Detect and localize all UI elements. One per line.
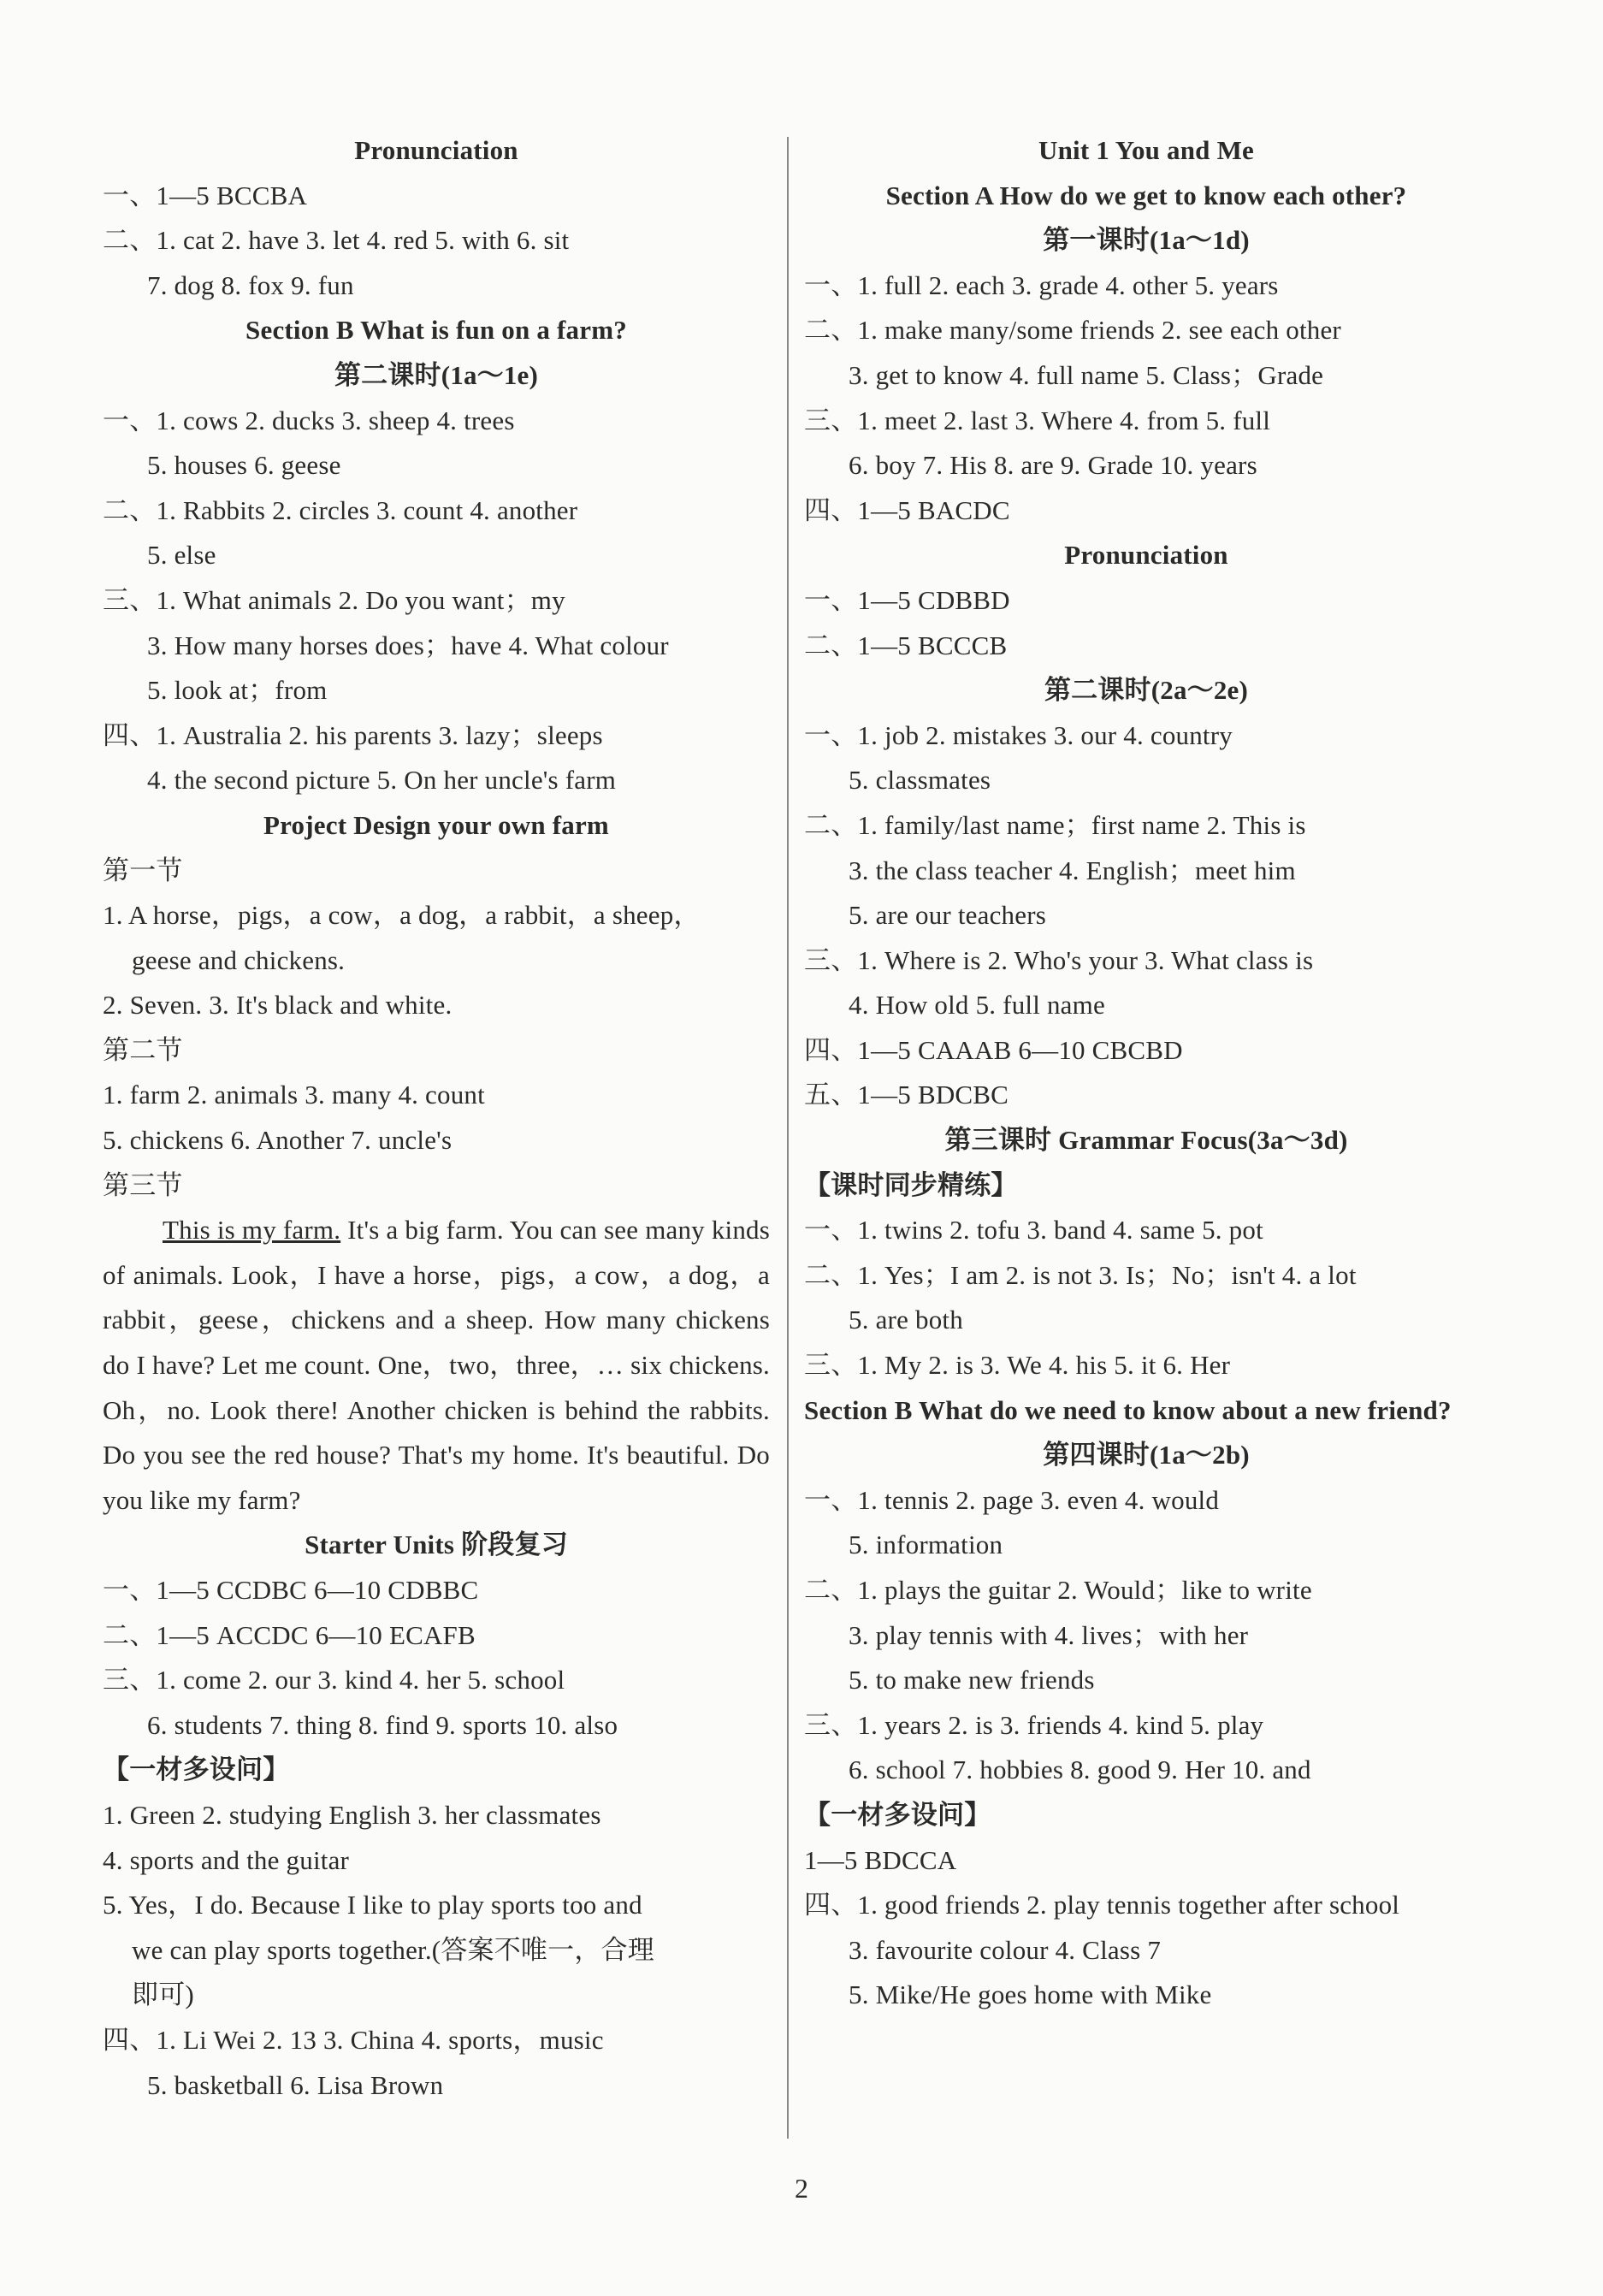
section-heading: Pronunciation xyxy=(354,135,518,165)
section-heading: Section A How do we get to know each other? xyxy=(885,180,1407,210)
answer-line: 5. Mike/He goes home with Mike xyxy=(849,1979,1212,2010)
answer-line: we can play sports together.(答案不唯一，合理 xyxy=(132,1934,654,1965)
answer-line: 二、1—5 BCCCB xyxy=(804,630,1008,660)
left-answers-part1 xyxy=(103,128,770,1208)
answer-line: 三、1. My 2. is 3. We 4. his 5. it 6. Her xyxy=(804,1350,1231,1381)
answer-line: 二、1. family/last name；first name 2. This is xyxy=(804,809,1306,840)
section-heading: 第二课时(1a～1e) xyxy=(334,359,539,390)
answer-line: 【课时同步精练】 xyxy=(804,1169,1018,1200)
essay-text: It's a big farm. You can see many kinds of animals. Look，I have a horse，pigs，a cow，a dog，a rabbit，geese，chickens and a sheep. How many chickens do I have? Let me count. One，two，three，… six chickens. Oh，no. Look there! Another chicken is behind the rabbits. Do you see the red house? That's my home. It's beautiful. Do you like my farm? xyxy=(103,1215,770,1515)
answer-line: 3. play tennis with 4. lives；with her xyxy=(849,1619,1249,1650)
answer-line: 即可) xyxy=(132,1979,194,2010)
answer-line: 一、1—5 CDBBD xyxy=(804,584,1010,615)
answer-line: 6. boy 7. His 8. are 9. Grade 10. years xyxy=(849,450,1257,481)
answer-line: 4. How old 5. full name xyxy=(849,990,1105,1021)
answer-line: 二、1. Yes；I am 2. is not 3. Is；No；isn't 4. a lot xyxy=(804,1259,1357,1290)
answer-line: 四、1. good friends 2. play tennis together after school xyxy=(804,1890,1400,1920)
answer-line: 【一材多设问】 xyxy=(804,1799,991,1830)
answer-line: 1. Green 2. studying English 3. her classmates xyxy=(103,1799,601,1830)
answer-line: 4. sports and the guitar xyxy=(103,1844,350,1875)
answer-line: 一、1. job 2. mistakes 3. our 4. country xyxy=(804,719,1233,750)
answer-line: 4. the second picture 5. On her uncle's farm xyxy=(147,765,617,796)
section-heading: Pronunciation xyxy=(1064,540,1228,571)
answer-line: geese and chickens. xyxy=(132,944,346,975)
answer-line: 四、1. Australia 2. his parents 3. lazy；sleeps xyxy=(103,719,603,750)
answer-line: 1. farm 2. animals 3. many 4. count xyxy=(103,1080,485,1110)
answer-line: 一、1—5 BCCBA xyxy=(103,180,308,210)
right-answers xyxy=(804,128,1488,2018)
answer-line: 5. look at；from xyxy=(147,675,328,706)
left-column xyxy=(103,128,770,2108)
answer-line: 3. the class teacher 4. English；meet him xyxy=(849,855,1296,885)
answer-line: 二、1. Rabbits 2. circles 3. count 4. another xyxy=(103,494,578,525)
answer-line: 二、1. make many/some friends 2. see each other xyxy=(804,315,1341,346)
answer-line: 3. favourite colour 4. Class 7 xyxy=(849,1934,1162,1965)
column-divider xyxy=(787,137,789,2139)
answer-line: 一、1. twins 2. tofu 3. band 4. same 5. pot xyxy=(804,1215,1263,1246)
answer-line: 6. students 7. thing 8. find 9. sports 10. also xyxy=(147,1709,618,1740)
answer-line: 二、1. plays the guitar 2. Would；like to write xyxy=(804,1575,1312,1605)
answer-line: 3. get to know 4. full name 5. Class；Grade xyxy=(849,359,1324,390)
section-heading: Section B What is fun on a farm? xyxy=(245,315,627,346)
answer-line: 【一材多设问】 xyxy=(103,1755,290,1785)
answer-line: 5. information xyxy=(849,1530,1003,1560)
answer-line: 四、1—5 BACDC xyxy=(804,494,1010,525)
answer-line: 7. dog 8. fox 9. fun xyxy=(147,269,354,300)
answer-line: 一、1. cows 2. ducks 3. sheep 4. trees xyxy=(103,405,515,435)
essay-paragraph xyxy=(103,1208,770,1523)
answer-line: 五、1—5 BDCBC xyxy=(804,1080,1009,1110)
answer-line: 第三节 xyxy=(103,1169,183,1200)
answer-line: 2. Seven. 3. It's black and white. xyxy=(103,990,453,1021)
answer-line: 5. houses 6. geese xyxy=(147,450,341,481)
answer-line: Section B What do we need to know about a new friend? xyxy=(804,1394,1452,1425)
answer-line: 一、1. full 2. each 3. grade 4. other 5. years xyxy=(804,269,1279,300)
answer-line: 二、1. cat 2. have 3. let 4. red 5. with 6. sit xyxy=(103,225,570,256)
answer-line: 6. school 7. hobbies 8. good 9. Her 10. and xyxy=(849,1755,1311,1785)
answer-line: 1. A horse，pigs，a cow，a dog，a rabbit，a sheep， xyxy=(103,900,701,931)
answer-line: 5. Yes，I do. Because I like to play sports too and xyxy=(103,1890,642,1920)
page-number: 2 xyxy=(795,2173,808,2204)
left-answers-part2 xyxy=(103,1523,770,2108)
answer-line: 三、1. come 2. our 3. kind 4. her 5. school xyxy=(103,1665,565,1695)
answer-line: 三、1. meet 2. last 3. Where 4. from 5. full xyxy=(804,405,1271,435)
answer-line: 三、1. years 2. is 3. friends 4. kind 5. play xyxy=(804,1709,1264,1740)
answer-line: 5. are both xyxy=(849,1305,963,1335)
section-heading: 第二课时(2a～2e) xyxy=(1044,675,1249,706)
answer-line: 5. else xyxy=(147,540,216,571)
answer-line: 第二节 xyxy=(103,1034,183,1065)
answer-line: 5. chickens 6. Another 7. uncle's xyxy=(103,1125,453,1156)
essay-underlined-sentence: This is my farm. xyxy=(163,1215,341,1246)
right-column xyxy=(804,128,1488,2018)
answer-line: 1—5 BDCCA xyxy=(804,1844,957,1875)
answer-line: 第一节 xyxy=(103,855,183,885)
section-heading: 第一课时(1a～1d) xyxy=(1043,225,1250,256)
answer-line: 一、1—5 CCDBC 6—10 CDBBC xyxy=(103,1575,479,1605)
answer-line: 三、1. What animals 2. Do you want；my xyxy=(103,584,565,615)
answer-line: 四、1—5 CAAAB 6—10 CBCBD xyxy=(804,1034,1183,1065)
answer-line: 3. How many horses does；have 4. What colour xyxy=(147,630,669,660)
answer-line: 四、1. Li Wei 2. 13 3. China 4. sports，music xyxy=(103,2024,604,2055)
answer-line: 5. are our teachers xyxy=(849,900,1047,931)
answer-line: 一、1. tennis 2. page 3. even 4. would xyxy=(804,1484,1220,1515)
answer-line: 5. basketball 6. Lisa Brown xyxy=(147,2069,444,2100)
section-heading: Unit 1 You and Me xyxy=(1038,135,1254,165)
section-heading: 第三课时 Grammar Focus(3a～3d) xyxy=(944,1125,1348,1156)
section-heading: 第四课时(1a～2b) xyxy=(1043,1440,1250,1471)
answer-line: 5. classmates xyxy=(849,765,991,796)
answer-line: 二、1—5 ACCDC 6—10 ECAFB xyxy=(103,1619,476,1650)
answer-line: 5. to make new friends xyxy=(849,1665,1095,1695)
section-heading: Starter Units 阶段复习 xyxy=(305,1530,568,1560)
answer-line: 三、1. Where is 2. Who's your 3. What class is xyxy=(804,944,1314,975)
section-heading: Project Design your own farm xyxy=(263,809,609,840)
